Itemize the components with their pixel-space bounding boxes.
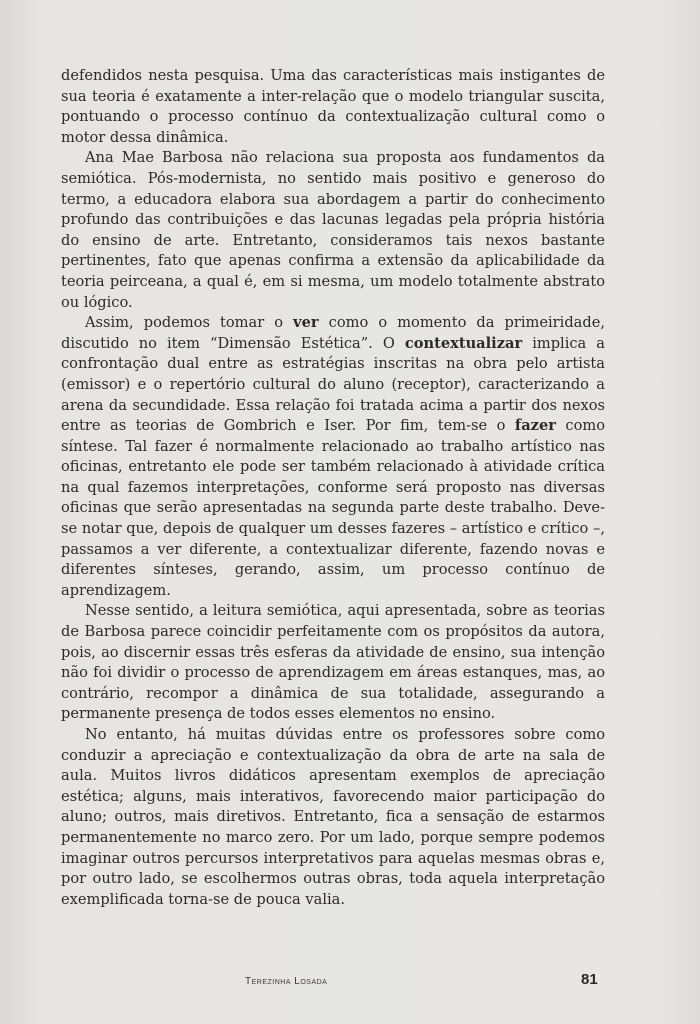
running-footer-author: Terezinha Losada	[245, 976, 328, 987]
paragraph-3: Assim, podemos tomar o ver como o momento da primeiridade, discutido no item “Dimensão Estética”. O contextualizar implica a confrontação dual entre as estratégias inscritas na obra pelo artista (emissor) e o repertório cultural do aluno (receptor), caracterizando a arena da secundidade. Essa relação foi tratada acima a partir dos nexos entre as teorias de Gombrich e Iser. Por fim, tem-se o fazer como síntese. Tal fazer é normalmente relacionado ao trabalho artístico nas oficinas, entretanto ele pode ser também relacionado à atividade crítica na qual fazemos interpretações, conforme será proposto nas diversas oficinas que serão apresentadas na segunda parte deste trabalho. Deve-se notar que, depois de qualquer um desses fazeres – artístico e crítico –, passamos a ver diferente, a contextualizar diferente, fazendo novas e diferentes sínteses, gerando, assim, um processo contínuo de aprendizagem.	[61, 314, 605, 599]
term-fazer: fazer	[514, 417, 556, 435]
page-number: 81	[581, 971, 598, 988]
paragraph-5: No entanto, há muitas dúvidas entre os professores sobre como conduzir a apreciação e contextualização da obra de arte na sala de aula. Muitos livros didáticos apresentam exemplos de apreciação estética; alguns, mais interativos, favorecendo maior participação do aluno; outros, mais diretivos. Entretanto, fica a sensação de estarmos permanentemente no marco zero. Por um lado, porque sempre podemos imaginar outros percursos interpretativos para aquelas mesmas obras e, por outro lado, se escolhermos outras obras, toda aquela interpretação exemplificada torna-se de pouca valia.	[61, 726, 605, 908]
body-text	[61, 66, 605, 910]
term-ver: ver	[293, 314, 319, 332]
term-contextualizar: contextualizar	[404, 334, 523, 352]
paragraph-4: Nesse sentido, a leitura semiótica, aqui apresentada, sobre as teorias de Barbosa parece coincidir perfeitamente com os propósitos da autora, pois, ao discernir essas três esferas da atividade de ensino, sua intenção não foi dividir o processo de aprendizagem em áreas estanques, mas, ao contrário, recompor a dinâmica de sua totalidade, assegurando a permanente presença de todos esses elementos no ensino.	[61, 602, 605, 723]
paragraph-1: defendidos nesta pesquisa. Uma das características mais instigantes de sua teoria é exatamente a inter-relação que o modelo triangular suscita, pontuando o processo contínuo da contextualização cultural como o motor dessa dinâmica.	[61, 67, 605, 146]
paragraph-2: Ana Mae Barbosa não relaciona sua proposta aos fundamentos da semiótica. Pós-modernista, no sentido mais positivo e generoso do termo, a educadora elabora sua abordagem a partir do conhecimento profundo das contribuições e das lacunas legadas pela própria história do ensino de arte. Entretanto, consideramos tais nexos bastante pertinentes, fato que apenas confirma a extensão da aplicabilidade da teoria peirceana, a qual é, em si mesma, um modelo totalmente abstrato ou lógico.	[61, 149, 605, 311]
